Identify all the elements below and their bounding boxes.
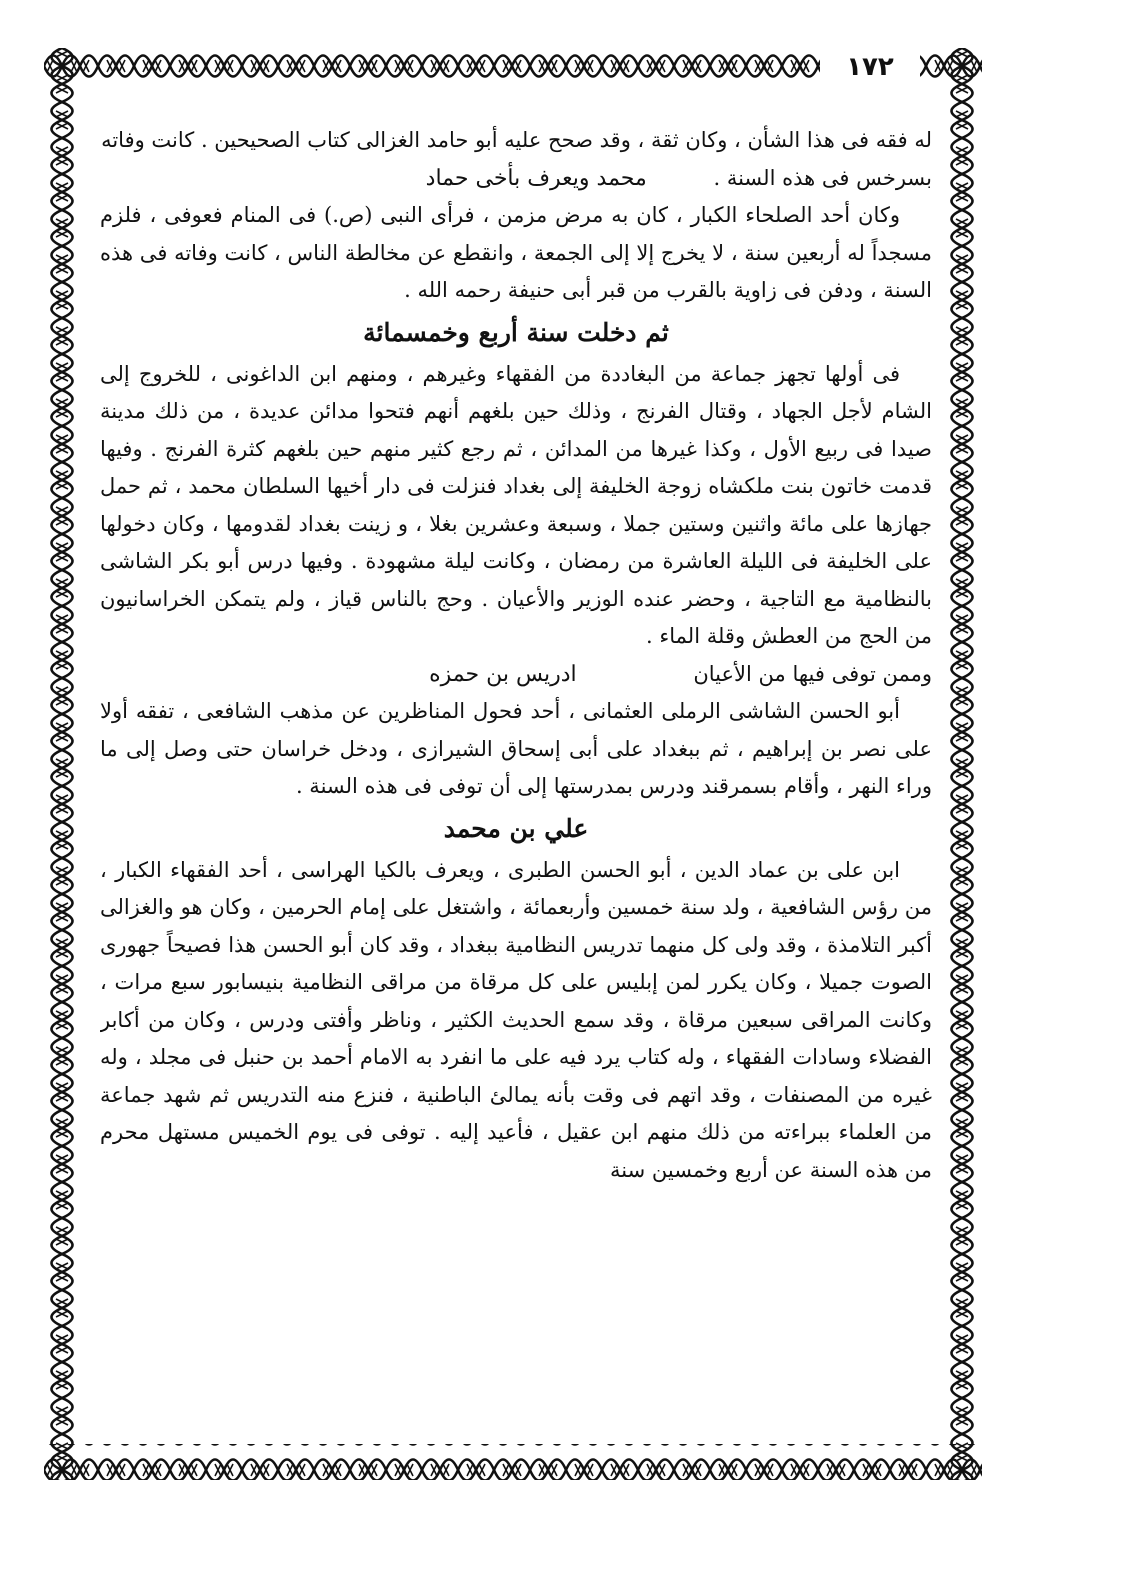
page-number: ١٧٢ xyxy=(820,50,920,84)
entry-name-muhammad: محمد ويعرف بأخى حماد xyxy=(425,165,647,191)
entry-name-idris: ادريس بن حمزه xyxy=(429,661,577,687)
page-body-text xyxy=(100,122,932,1420)
paragraph-3: فى أولها تجهز جماعة من البغاددة من الفقهاء وغيرهم ، ومنهم ابن الداغونى ، للخروج إلى الشام لأجل الجهاد ، وقتال الفرنج ، وذلك حين بلغهم أنهم فتحوا مدائن عديدة ، من ذلك مدينة صيدا فى ربيع الأول ، وكذا غيرها من المدائن ، ثم رجع كثير منهم حين بلغهم كثرة الفرنج . وفيها قدمت خاتون بنت ملكشاه زوجة الخليفة إلى بغداد فنزلت فى دار أخيها السلطان محمد ، ثم حمل جهازها على مائة واثنين وستين جملا ، وسبعة وعشرين بغلا ، و زينت بغداد لقدومها ، وكان دخولها على الخليفة فى الليلة العاشرة من رمضان ، وكانت ليلة مشهودة . وفيها درس أبو بكر الشاشى بالنظامية مع التاجية ، وحضر عنده الوزير والأعيان . وحج بالناس قياز ، ولم يتمكن الخراسانيون من الحج من العطش وقلة الماء . xyxy=(100,361,932,648)
entry-heading-ali: علي بن محمد xyxy=(443,813,589,843)
paragraph-1-line-2 xyxy=(100,160,932,198)
paragraph-4-lead: وممن توفى فيها من الأعيان xyxy=(693,661,932,686)
paragraph-5: أبو الحسن الشاشى الرملى العثمانى ، أحد فحول المناظرين عن مذهب الشافعى ، تفقه أولا على نصر بن إبراهيم ، ثم ببغداد على أبى إسحاق الشيرازى ، ودخل خراسان حتى وصل إلى ما وراء النهر ، وأقام بسمرقند ودرس بمدرستها إلى أن توفى فى هذه السنة . xyxy=(100,699,932,798)
paragraph-6: ابن على بن عماد الدين ، أبو الحسن الطبرى ، ويعرف بالكيا الهراسى ، أحد الفقهاء الكبار ، من رؤس الشافعية ، ولد سنة خمسين وأربعمائة ، واشتغل على إمام الحرمين ، وكان هو والغزالى أكبر التلامذة ، وقد ولى كل منهما تدريس النظامية ببغداد ، وقد كان أبو الحسن هذا فصيحاً جهورى الصوت جميلا ، وكان يكرر لمن إبليس على كل مرقاة من مراقى النظامية بنيسابور سبع مرات ، وكانت المراقى سبعين مرقاة ، وقد سمع الحديث الكثير ، وناظر وأفتى ودرس ، وكان من أكابر الفضلاء وسادات الفقهاء ، وله كتاب يرد فيه على ما انفرد به الامام أحمد بن حنبل فى مجلد ، وله غيره من المصنفات ، وقد اتهم فى وقت بأنه يمالئ الباطنية ، فنزع منه التدريس ثم شهد جماعة من العلماء ببراءته من ذلك منهم ابن عقيل ، فأعيد إليه . توفى فى يوم الخميس مستهل محرم من هذه السنة عن أربع وخمسين سنة xyxy=(100,857,932,1182)
paragraph-1-line-1: له فقه فى هذا الشأن ، وكان ثقة ، وقد صحح عليه أبو حامد الغزالى كتاب الصحيحين . كانت وفاته xyxy=(101,128,932,152)
paragraph-4 xyxy=(100,656,932,694)
year-heading: ثم دخلت سنة أربع وخمسمائة xyxy=(363,317,669,347)
paragraph-1-line-2-text: بسرخس فى هذه السنة . xyxy=(713,165,932,190)
paragraph-2: وكان أحد الصلحاء الكبار ، كان به مرض مزمن ، فرأى النبى (ص.) فى المنام فعوفى ، فلزم مسجداً له أربعين سنة ، لا يخرج إلا إلى الجمعة ، وانقطع عن مخالطة الناس ، كانت وفاته فى هذه السنة ، ودفن فى زاوية بالقرب من قبر أبى حنيفة رحمه الله . xyxy=(100,203,932,302)
